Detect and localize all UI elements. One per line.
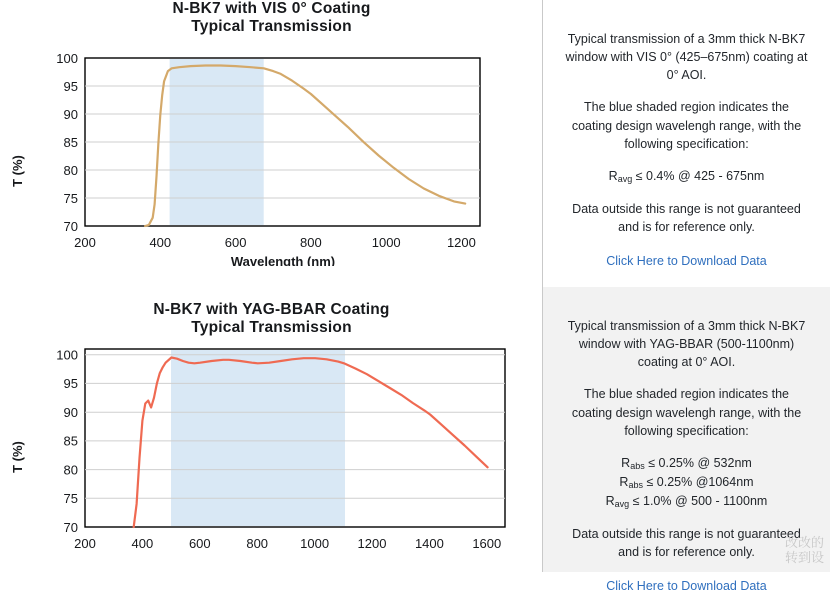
x-ticks-vis <box>74 235 476 250</box>
plot-svg-yag <box>0 337 543 552</box>
svg-text:800: 800 <box>246 536 269 551</box>
svg-text:90: 90 <box>63 107 78 122</box>
svg-text:600: 600 <box>188 536 211 551</box>
x-ticks-yag <box>74 536 501 551</box>
svg-text:1400: 1400 <box>414 536 444 551</box>
panel-yag-bbar-coating <box>0 287 830 594</box>
description-yag-2: The blue shaded region indicates the coating design wavelengh range, with the following specification: <box>571 387 802 438</box>
y-axis-label-vis: T (%) <box>10 155 25 187</box>
svg-text:100: 100 <box>56 51 78 66</box>
download-data-link-vis[interactable]: Click Here to Download Data <box>606 254 767 269</box>
chart-title-line1-yag: N-BK7 with YAG-BBAR Coating <box>153 301 390 318</box>
svg-text:75: 75 <box>63 191 78 206</box>
svg-text:75: 75 <box>63 491 78 507</box>
y-axis-label-yag: T (%) <box>10 441 25 473</box>
svg-text:400: 400 <box>149 235 172 250</box>
spec-block-vis <box>565 167 808 186</box>
svg-text:70: 70 <box>63 519 78 535</box>
svg-text:400: 400 <box>131 536 154 551</box>
description-yag-1: Typical transmission of a 3mm thick N-BK7 window with YAG-BBAR (500-1100nm) coating at 0° AOI. <box>567 319 806 370</box>
svg-text:95: 95 <box>63 376 78 392</box>
x-axis-label-vis: Wavelength (nm) <box>230 254 336 266</box>
chart-title-yag <box>0 287 543 337</box>
svg-text:85: 85 <box>63 433 78 449</box>
svg-text:80: 80 <box>63 163 78 178</box>
watermark-line2: 转到设 <box>784 550 824 566</box>
spec-line-yag-1: $R_{abs} \le 0.25\%$ @ 532nm <box>621 455 752 471</box>
plot-yag <box>0 337 543 557</box>
description-vis-1: Typical transmission of a 3mm thick N-BK7 window with VIS 0° (425–675nm) coating at 0° AOI. <box>565 32 808 83</box>
svg-text:600: 600 <box>224 235 247 250</box>
chart-title-vis <box>0 0 543 36</box>
svg-text:70: 70 <box>63 219 78 234</box>
svg-text:1000: 1000 <box>371 235 401 250</box>
description-cell-yag <box>543 287 830 594</box>
chart-cell-vis <box>0 0 543 287</box>
svg-text:1000: 1000 <box>300 536 330 551</box>
svg-text:90: 90 <box>63 405 78 420</box>
plot-svg-vis <box>0 36 543 266</box>
plot-vis <box>0 36 543 271</box>
spec-block-yag <box>565 454 808 511</box>
svg-text:1600: 1600 <box>472 536 502 551</box>
chart-cell-yag <box>0 287 543 572</box>
svg-text:85: 85 <box>63 135 78 150</box>
svg-text:200: 200 <box>74 235 96 250</box>
description-yag-3: Data outside this range is not guaranteed and is for reference only. <box>572 526 801 559</box>
svg-text:800: 800 <box>300 235 322 250</box>
y-ticks-yag <box>56 348 78 535</box>
spec-line-yag-3: $R_{avg} \le 1.0\%$ @ 500 - 1100nm <box>605 493 768 509</box>
svg-text:100: 100 <box>56 347 78 363</box>
y-ticks-vis <box>56 51 78 234</box>
description-cell-vis <box>543 0 830 287</box>
spec-line-vis-1: $R_{avg} \le 0.4\%$ @ 425 - 675nm <box>608 168 765 184</box>
chart-title-line1: N-BK7 with VIS 0° Coating <box>172 0 371 17</box>
panel-vis-coating <box>0 0 830 287</box>
shaded-design-range-yag <box>171 350 345 526</box>
svg-text:200: 200 <box>74 536 96 551</box>
svg-text:1200: 1200 <box>446 235 476 250</box>
chart-title-line2-yag: Typical Transmission <box>191 319 352 336</box>
chart-title-line2: Typical Transmission <box>191 18 352 35</box>
watermark-line1: 改改的 <box>784 534 824 550</box>
description-vis-2: The blue shaded region indicates the coating design wavelengh range, with the following specification: <box>571 100 802 151</box>
svg-text:1200: 1200 <box>357 536 387 551</box>
spec-line-yag-2: $R_{abs} \le 0.25\%$ @1064nm <box>619 474 754 490</box>
download-data-link-yag[interactable]: Click Here to Download Data <box>606 579 767 594</box>
svg-text:80: 80 <box>63 462 78 478</box>
svg-text:95: 95 <box>63 79 78 94</box>
description-vis-3: Data outside this range is not guaranteed and is for reference only. <box>572 201 801 234</box>
